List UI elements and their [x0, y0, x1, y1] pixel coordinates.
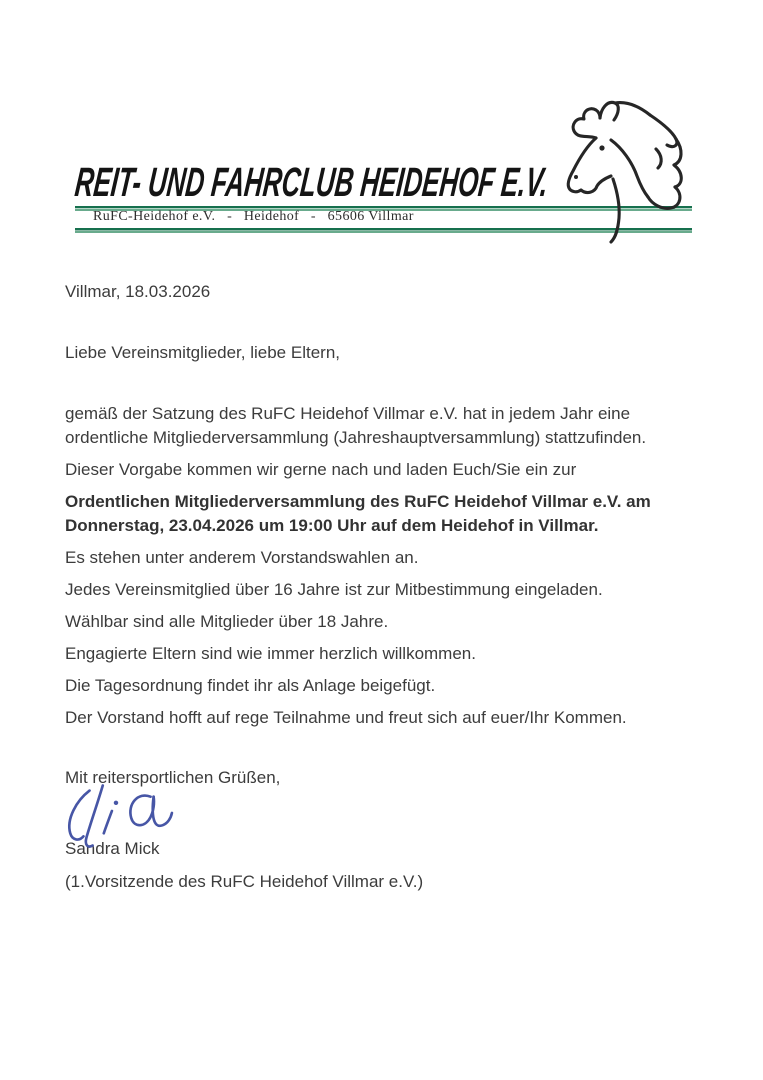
paragraph-mitbestimmung: Jedes Vereinsmitglied über 16 Jahre ist zur Mitbestimmung eingeladen.: [65, 580, 603, 599]
club-name-title: REIT- UND FAHRCLUB HEIDEHOF E.V.: [72, 159, 551, 205]
paragraph-eltern: Engagierte Eltern sind wie immer herzlich willkommen.: [65, 644, 476, 663]
invitation-paragraph: Ordentlichen Mitgliederversammlung des RuFC Heidehof Villmar e.V. am Donnerstag, 23.04.2026 um 19:00 Uhr auf dem Heidehof in Villmar.: [65, 492, 651, 535]
paragraph-vorstandswahlen: Es stehen unter anderem Vorstandswahlen an.: [65, 548, 419, 567]
salutation: Liebe Vereinsmitglieder, liebe Eltern,: [65, 343, 340, 362]
signature-name: Sandra Mick: [65, 839, 160, 858]
date-line: Villmar, 18.03.2026: [65, 282, 211, 301]
paragraph-waehlbar: Wählbar sind alle Mitglieder über 18 Jahre.: [65, 612, 389, 631]
signature-role: (1.Vorsitzende des RuFC Heidehof Villmar e.V.): [65, 872, 424, 891]
paragraph-satzung: gemäß der Satzung des RuFC Heidehof Villmar e.V. hat in jedem Jahr eine ordentliche Mitgliederversammlung (Jahreshauptversammlung) stattzufinden.: [65, 404, 647, 447]
handwritten-signature-icon: [56, 778, 178, 852]
paragraph-tagesordnung: Die Tagesordnung findet ihr als Anlage beigefügt.: [65, 676, 436, 695]
letterhead-address-line: RuFC-Heidehof e.V. - Heidehof - 65606 Villmar: [93, 209, 414, 224]
horse-head-icon: [540, 85, 720, 245]
paragraph-einladung-intro: Dieser Vorgabe kommen wir gerne nach und laden Euch/Sie ein zur: [65, 460, 577, 479]
closing-line: Mit reitersportlichen Grüßen,: [65, 768, 281, 787]
paragraph-teilnahme: Der Vorstand hofft auf rege Teilnahme und freut sich auf euer/Ihr Kommen.: [65, 708, 627, 727]
